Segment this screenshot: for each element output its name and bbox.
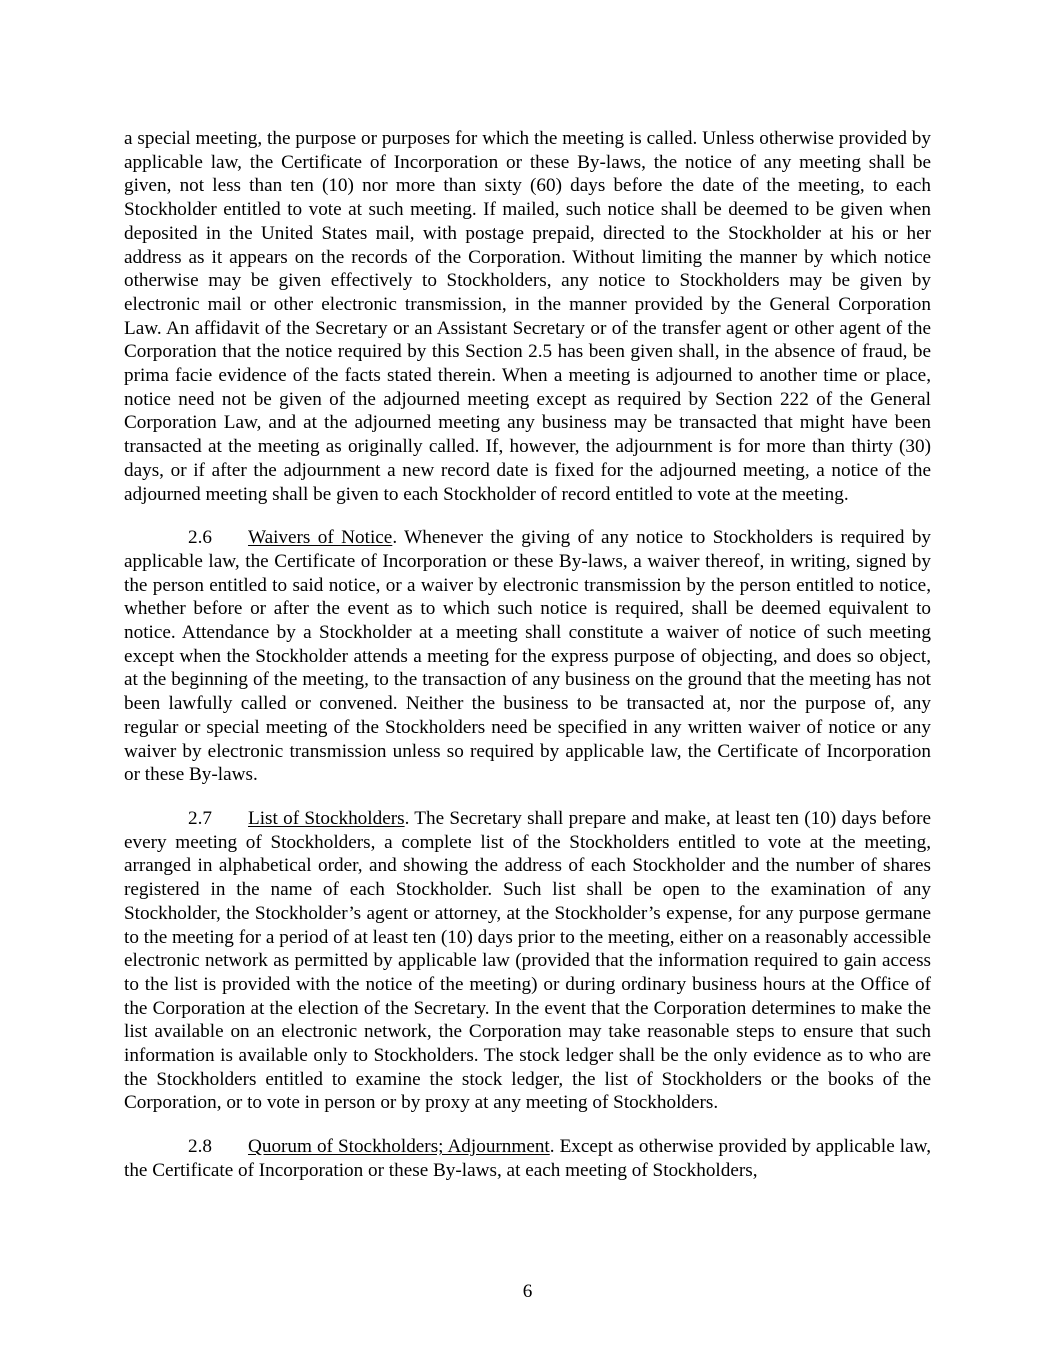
section-number: 2.8	[188, 1136, 212, 1158]
page-number: 6	[522, 1281, 533, 1302]
continuation-paragraph: a special meeting, the purpose or purposes for which the meeting is called. Unless otherwise provided by applicable law, the Certificate of Incorporation or these By-laws, the notice of any meeting shall be given, not less than ten (10) nor more than sixty (60) days before the date of the meeting, to each Stockholder entitled to vote at such meeting. If mailed, such notice shall be deemed to be given when deposited in the United States mail, with postage prepaid, directed to the Stockholder at his or her address as it appears on the records of the Corporation. Without limiting the manner by which notice otherwise may be given effectively to Stockholders, any notice to Stockholders may be given by electronic mail or other electronic transmission, in the manner provided by the General Corporation Law. An affidavit of the Secretary or an Assistant Secretary or of the transfer agent or other agent of the Corporation that the notice required by this Section 2.5 has been given shall, in the absence of fraud, be prima facie evidence of the facts stated therein. When a meeting is adjourned to another time or place, notice need not be given of the adjourned meeting except as required by Section 222 of the General Corporation Law, and at the adjourned meeting any business may be transacted that might have been transacted at the meeting as originally called. If, however, the adjournment is for more than thirty (30) days, or if after the adjournment a new record date is fixed for the adjourned meeting, a notice of the adjourned meeting shall be given to each Stockholder of record entitled to vote at the meeting.	[124, 128, 931, 505]
section-number: 2.6	[188, 527, 212, 549]
section-heading: Waivers of Notice	[248, 527, 393, 549]
section-heading: List of Stockholders	[248, 807, 405, 829]
section-number: 2.7	[188, 807, 212, 829]
section-2-7	[124, 807, 931, 1115]
section-heading: Quorum of Stockholders; Adjournment	[248, 1136, 550, 1158]
section-body: . Whenever the giving of any notice to Stockholders is required by applicable law, the Certificate of Incorporation or these By-laws, a waiver thereof, in writing, signed by the person entitled to said notice, or a waiver by electronic transmission by the person entitled to notice, whether before or after the event as to which such notice is required, shall be deemed equivalent to notice. Attendance by a Stockholder at a meeting shall constitute a waiver of notice of such meeting except when the Stockholder attends a meeting for the express purpose of objecting, and does so object, at the beginning of the meeting, to the transaction of any business on the ground that the meeting has not been lawfully called or convened. Neither the business to be transacted at, nor the purpose of, any regular or special meeting of the Stockholders need be specified in any written waiver of notice or any waiver by electronic transmission unless so required by applicable law, the Certificate of Incorporation or these By-laws.	[124, 527, 932, 786]
section-body: . The Secretary shall prepare and make, at least ten (10) days before every meeting of Stockholders, a complete list of the Stockholders entitled to vote at the meeting, arranged in alphabetical order, and showing the address of each Stockholder and the number of shares registered in the name of each Stockholder. Such list shall be open to the examination of any Stockholder, the Stockholder’s agent or attorney, at the Stockholder’s expense, for any purpose germane to the meeting for a period of at least ten (10) days prior to the meeting, either on a reasonably accessible electronic network as permitted by applicable law (provided that the information required to gain access to the list is provided with the notice of the meeting) or during ordinary business hours at the Office of the Corporation at the election of the Secretary. In the event that the Corporation determines to make the list available on an electronic network, the Corporation may take reasonable steps to ensure that such information is available only to Stockholders. The stock ledger shall be the only evidence as to who are the Stockholders entitled to examine the stock ledger, the list of Stockholders or the books of the Corporation, or to vote in person or by proxy at any meeting of Stockholders.	[124, 807, 931, 1114]
document-page	[124, 127, 931, 1203]
section-2-8	[124, 1135, 931, 1182]
section-body: . Except as otherwise provided by applicable law, the Certificate of Incorporation or these By-laws, at each meeting of Stockholders,	[124, 1136, 931, 1181]
section-2-6	[124, 526, 931, 787]
